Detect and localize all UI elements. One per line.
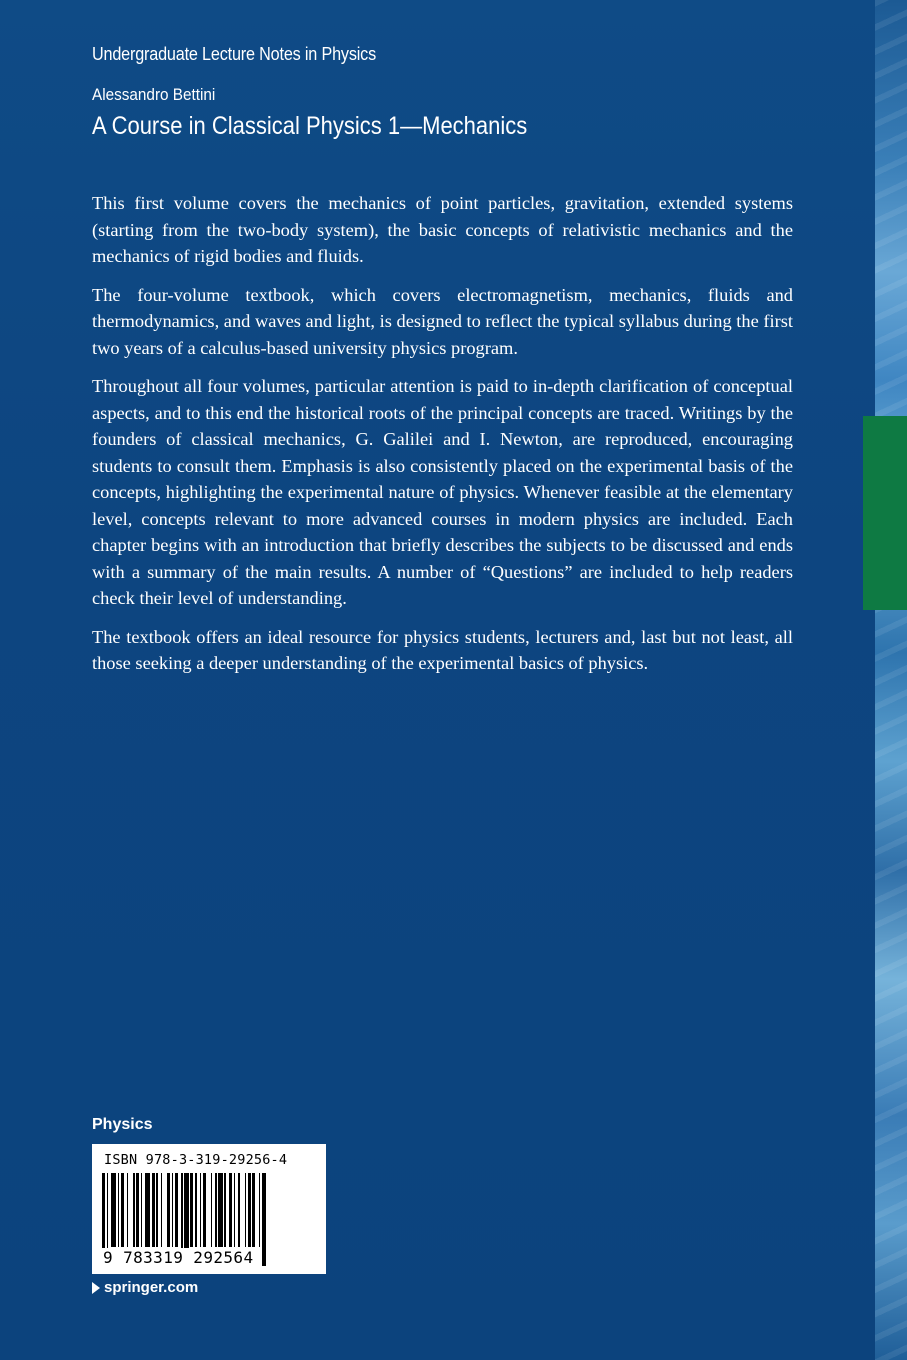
subject-category: Physics (92, 1116, 153, 1133)
barcode-bar (111, 1173, 116, 1247)
barcode-bar (175, 1173, 178, 1247)
paragraph: Throughout all four volumes, particular attention is paid to in-depth clarification of conceptual aspects, and to this end the historical roots of the principal concepts are traced. Writings by the founders of classical mechanics, G. Galilei and I. Newton, are reproduced, encouraging students to consult them. Emphasis is also consistently placed on the experimental basis of the concepts, highlighting the experimental nature of physics. Whenever feasible at the elementary level, concepts relevant to more advanced courses in modern physics are included. Each chapter begins with an introduction that briefly describes the subjects to be discussed and ends with a summary of the main results. A number of “Questions” are included to help readers check their level of understanding. (92, 376, 793, 608)
barcode-bar (161, 1173, 163, 1247)
website-text: springer.com (104, 1279, 199, 1296)
barcode-bar (234, 1173, 236, 1247)
paragraph: The textbook offers an ideal resource for physics students, lecturers and, last but not least, all those seeking a deeper understanding of the experimental basics of physics. (92, 626, 793, 673)
accent-bar (863, 416, 907, 610)
barcode-bar (145, 1173, 150, 1247)
barcode-bar (252, 1173, 255, 1247)
barcode-bar (172, 1173, 174, 1247)
publisher-link[interactable] (92, 1279, 198, 1296)
barcode-bar (167, 1173, 170, 1247)
series-name: Undergraduate Lecture Notes in Physics (92, 44, 377, 64)
paragraph: This first volume covers the mechanics of point particles, gravitation, extended systems (starting from the two-body system), the basic concepts of relativistic mechanics and the mechanics of rigid bodies and fluids. (92, 193, 793, 266)
book-title: A Course in Classical Physics 1—Mechanics (92, 112, 528, 140)
barcode-bar (203, 1173, 206, 1247)
barcode-digits: 9 783319 292564 (103, 1248, 254, 1267)
barcode-bar (211, 1173, 213, 1247)
barcode-bar (224, 1173, 226, 1247)
barcode-bar (121, 1173, 124, 1247)
barcode-bar (215, 1173, 217, 1247)
barcode-bar (156, 1173, 158, 1247)
barcode-bar (152, 1173, 155, 1247)
paragraph: The four-volume textbook, which covers electromagnetism, mechanics, fluids and thermodynamics, and waves and light, is designed to reflect the typical syllabus during the first two years of a calculus-based university physics program. (92, 284, 793, 358)
barcode-bar (248, 1173, 251, 1247)
barcode-bar (141, 1173, 143, 1247)
barcode-bar (190, 1173, 193, 1247)
barcode-bar (259, 1173, 261, 1247)
barcode-bar (245, 1173, 247, 1247)
isbn-barcode (92, 1144, 326, 1274)
author-name: Alessandro Bettini (92, 85, 216, 104)
isbn-label: ISBN 978-3-319-29256-4 (104, 1152, 288, 1168)
barcode-bar (136, 1173, 139, 1247)
barcode-bar (200, 1173, 202, 1247)
barcode-bar (229, 1173, 232, 1247)
barcode-bar (127, 1173, 129, 1247)
barcode-bar (262, 1173, 267, 1266)
description (92, 190, 793, 689)
barcode-bar (195, 1173, 197, 1247)
barcode-bar (118, 1173, 120, 1247)
barcode-bar (218, 1173, 223, 1247)
barcode-bar (133, 1173, 135, 1247)
cover-image-edge (875, 0, 907, 1360)
barcode-bar (238, 1173, 240, 1247)
triangle-right-icon (92, 1282, 100, 1294)
